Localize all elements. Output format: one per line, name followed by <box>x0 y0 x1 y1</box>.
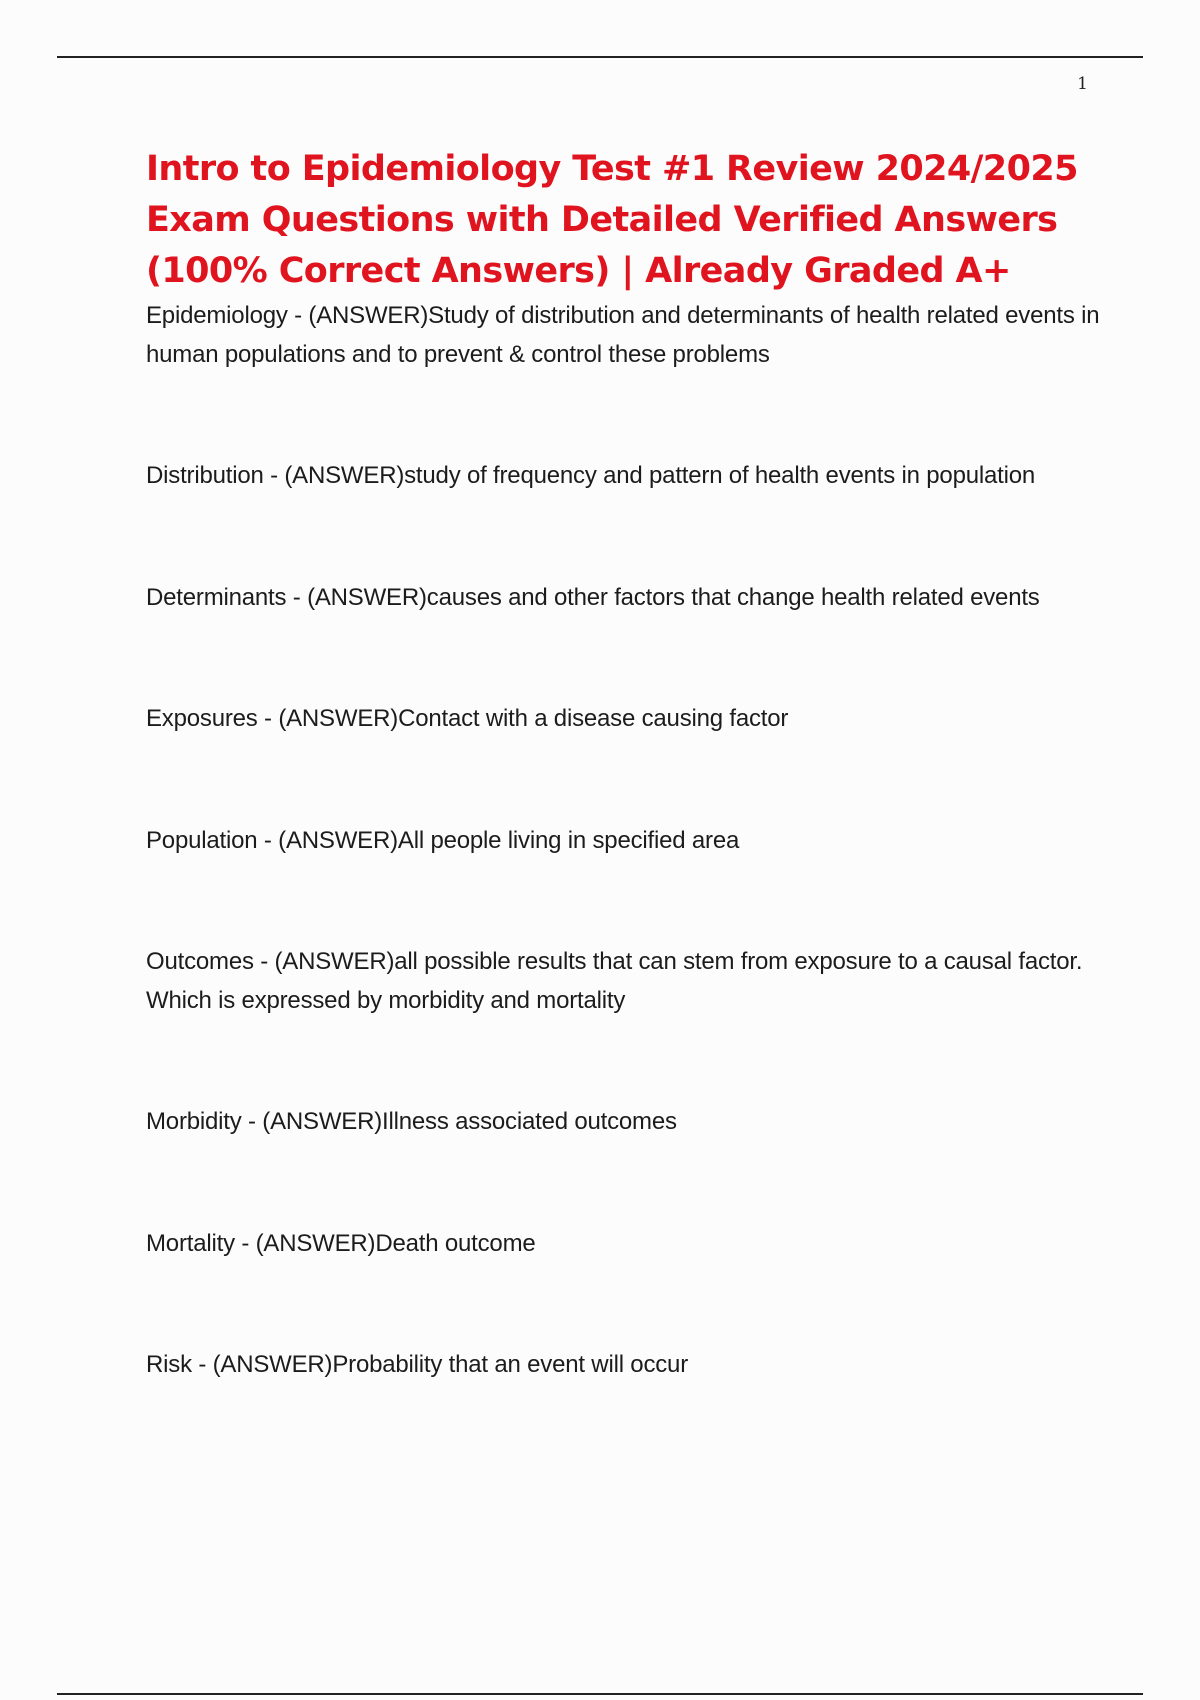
answer-tag: (ANSWER) <box>262 1108 383 1135</box>
qa-item <box>146 297 1106 374</box>
qa-term: Population <box>146 826 258 854</box>
qa-separator: - <box>263 462 285 489</box>
qa-definition: Illness associated outcomes <box>382 1108 677 1135</box>
answer-tag: (ANSWER) <box>284 462 405 489</box>
qa-definition: study of frequency and pattern of health events in population <box>404 462 1036 489</box>
page-number: 1 <box>1077 74 1088 94</box>
qa-definition: Contact with a disease causing factor <box>398 705 789 732</box>
qa-separator: - <box>257 826 279 854</box>
answer-tag: (ANSWER) <box>307 583 427 611</box>
qa-term: Morbidity <box>146 1108 242 1135</box>
qa-separator: - <box>241 1108 263 1135</box>
qa-item <box>146 457 1106 496</box>
qa-term: Epidemiology <box>146 302 288 329</box>
qa-definition: All people living in specified area <box>397 826 740 854</box>
qa-item <box>146 579 1106 618</box>
document-title: Intro to Epidemiology Test #1 Review 2024/2025 Exam Questions with Detailed Verified Answers (100% Correct Answers) | Already Graded A+ <box>146 149 1078 291</box>
qa-definition: causes and other factors that change health related events <box>426 583 1040 611</box>
footer-rule <box>57 1693 1143 1695</box>
answer-tag: (ANSWER) <box>212 1351 333 1378</box>
qa-term: Distribution <box>146 462 264 489</box>
document-content <box>146 144 1106 1385</box>
answer-tag: (ANSWER) <box>278 705 399 732</box>
qa-term: Determinants <box>146 583 287 611</box>
qa-separator: - <box>191 1351 213 1378</box>
qa-item <box>146 1103 1106 1142</box>
qa-item <box>146 700 1106 739</box>
qa-item <box>146 1346 1106 1385</box>
qa-item <box>146 1225 1106 1264</box>
qa-term: Outcomes <box>146 948 254 975</box>
qa-term: Risk <box>146 1351 192 1378</box>
qa-definition: all possible results that can stem from exposure to a causal factor. Which is expressed by morbidity and mortality <box>146 948 1083 1014</box>
qa-definition: Death outcome <box>375 1229 536 1257</box>
header-rule <box>57 56 1143 58</box>
qa-separator: - <box>253 948 275 975</box>
answer-tag: (ANSWER) <box>274 948 395 975</box>
qa-separator: - <box>287 302 309 329</box>
qa-separator: - <box>234 1229 256 1257</box>
answer-tag: (ANSWER) <box>278 826 398 854</box>
qa-separator: - <box>286 583 308 611</box>
qa-definition: Study of distribution and determinants of health related events in human populations and to prevent & control these problems <box>146 302 1100 368</box>
answer-tag: (ANSWER) <box>308 302 429 329</box>
qa-list <box>146 297 1106 1385</box>
qa-item <box>146 943 1106 1020</box>
qa-item <box>146 822 1106 861</box>
qa-term: Mortality <box>146 1229 235 1257</box>
qa-separator: - <box>257 705 279 732</box>
qa-definition: Probability that an event will occur <box>332 1351 688 1378</box>
qa-term: Exposures <box>146 705 258 732</box>
answer-tag: (ANSWER) <box>255 1229 376 1257</box>
